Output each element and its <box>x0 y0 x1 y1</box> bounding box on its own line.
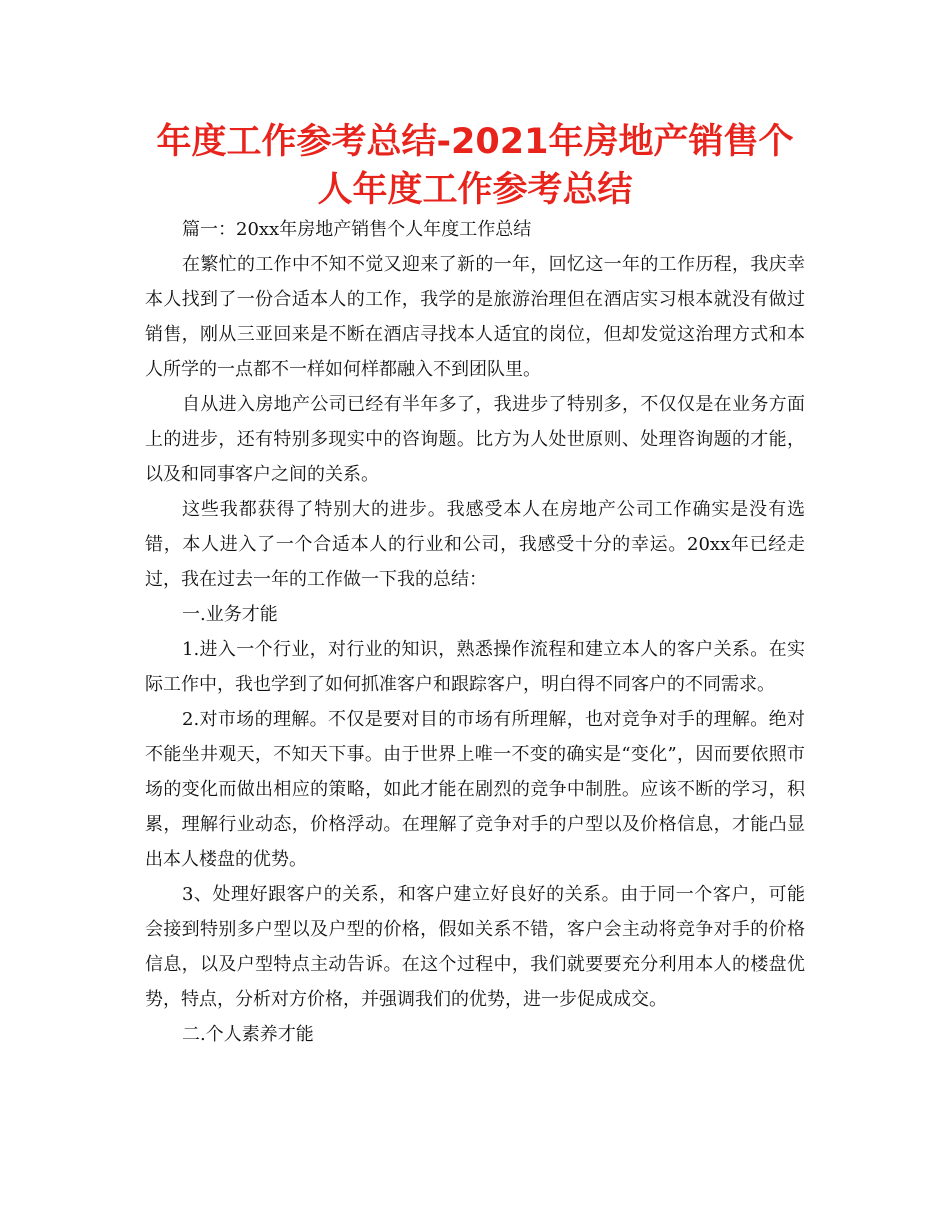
document-title: 年度工作参考总结-2021年房地产销售个人年度工作参考总结 <box>156 122 794 210</box>
paragraph-item-1: 1.进入一个行业，对行业的知识，熟悉操作流程和建立本人的客户关系。在实际工作中，我也学到了如何抓准客户和跟踪客户，明白得不同客户的不同需求。 <box>145 639 805 695</box>
paragraph-intro: 在繁忙的工作中不知不觉又迎来了新的一年，回忆这一年的工作历程，我庆幸本人找到了一份合适本人的工作，我学的是旅游治理但在酒店实习根本就没有做过销售，刚从三亚回来是不断在酒店寻找本人适宜的岗位，但却发觉这治理方式和本人所学的一点都不一样如何样都融入不到团队里。 <box>145 254 805 380</box>
paragraph-subtitle: 篇一：20xx年房地产销售个人年度工作总结 <box>182 219 532 240</box>
section-heading-personal: 二.个人素养才能 <box>182 1024 314 1045</box>
paragraph-summary-lead: 这些我都获得了特别大的进步。我感受本人在房地产公司工作确实是没有选错，本人进入了一个合适本人的行业和公司，我感受十分的幸运。20xx年已经走过，我在过去一年的工作做一下我的总结： <box>145 499 805 590</box>
document-body <box>145 212 805 1052</box>
paragraph-item-2: 2.对市场的理解。不仅是要对目的市场有所理解，也对竞争对手的理解。绝对不能坐井观天，不知天下事。由于世界上唯一不变的确实是“变化”，因而要依照市场的变化而做出相应的策略，如此才能在剧烈的竞争中制胜。应该不断的学习，积累，理解行业动态，价格浮动。在理解了竞争对手的户型以及价格信息，才能凸显出本人楼盘的优势。 <box>145 709 805 870</box>
section-heading-business: 一.业务才能 <box>182 604 278 625</box>
paragraph-item-3: 3、处理好跟客户的关系，和客户建立好良好的关系。由于同一个客户，可能会接到特别多户型以及户型的价格，假如关系不错，客户会主动将竞争对手的价格信息，以及户型特点主动告诉。在这个过程中，我们就要要充分利用本人的楼盘优势，特点，分析对方价格，并强调我们的优势，进一步促成成交。 <box>145 884 805 1010</box>
paragraph-progress: 自从进入房地产公司已经有半年多了，我进步了特别多，不仅仅是在业务方面上的进步，还有特别多现实中的咨询题。比方为人处世原则、处理咨询题的才能，以及和同事客户之间的关系。 <box>145 394 805 485</box>
